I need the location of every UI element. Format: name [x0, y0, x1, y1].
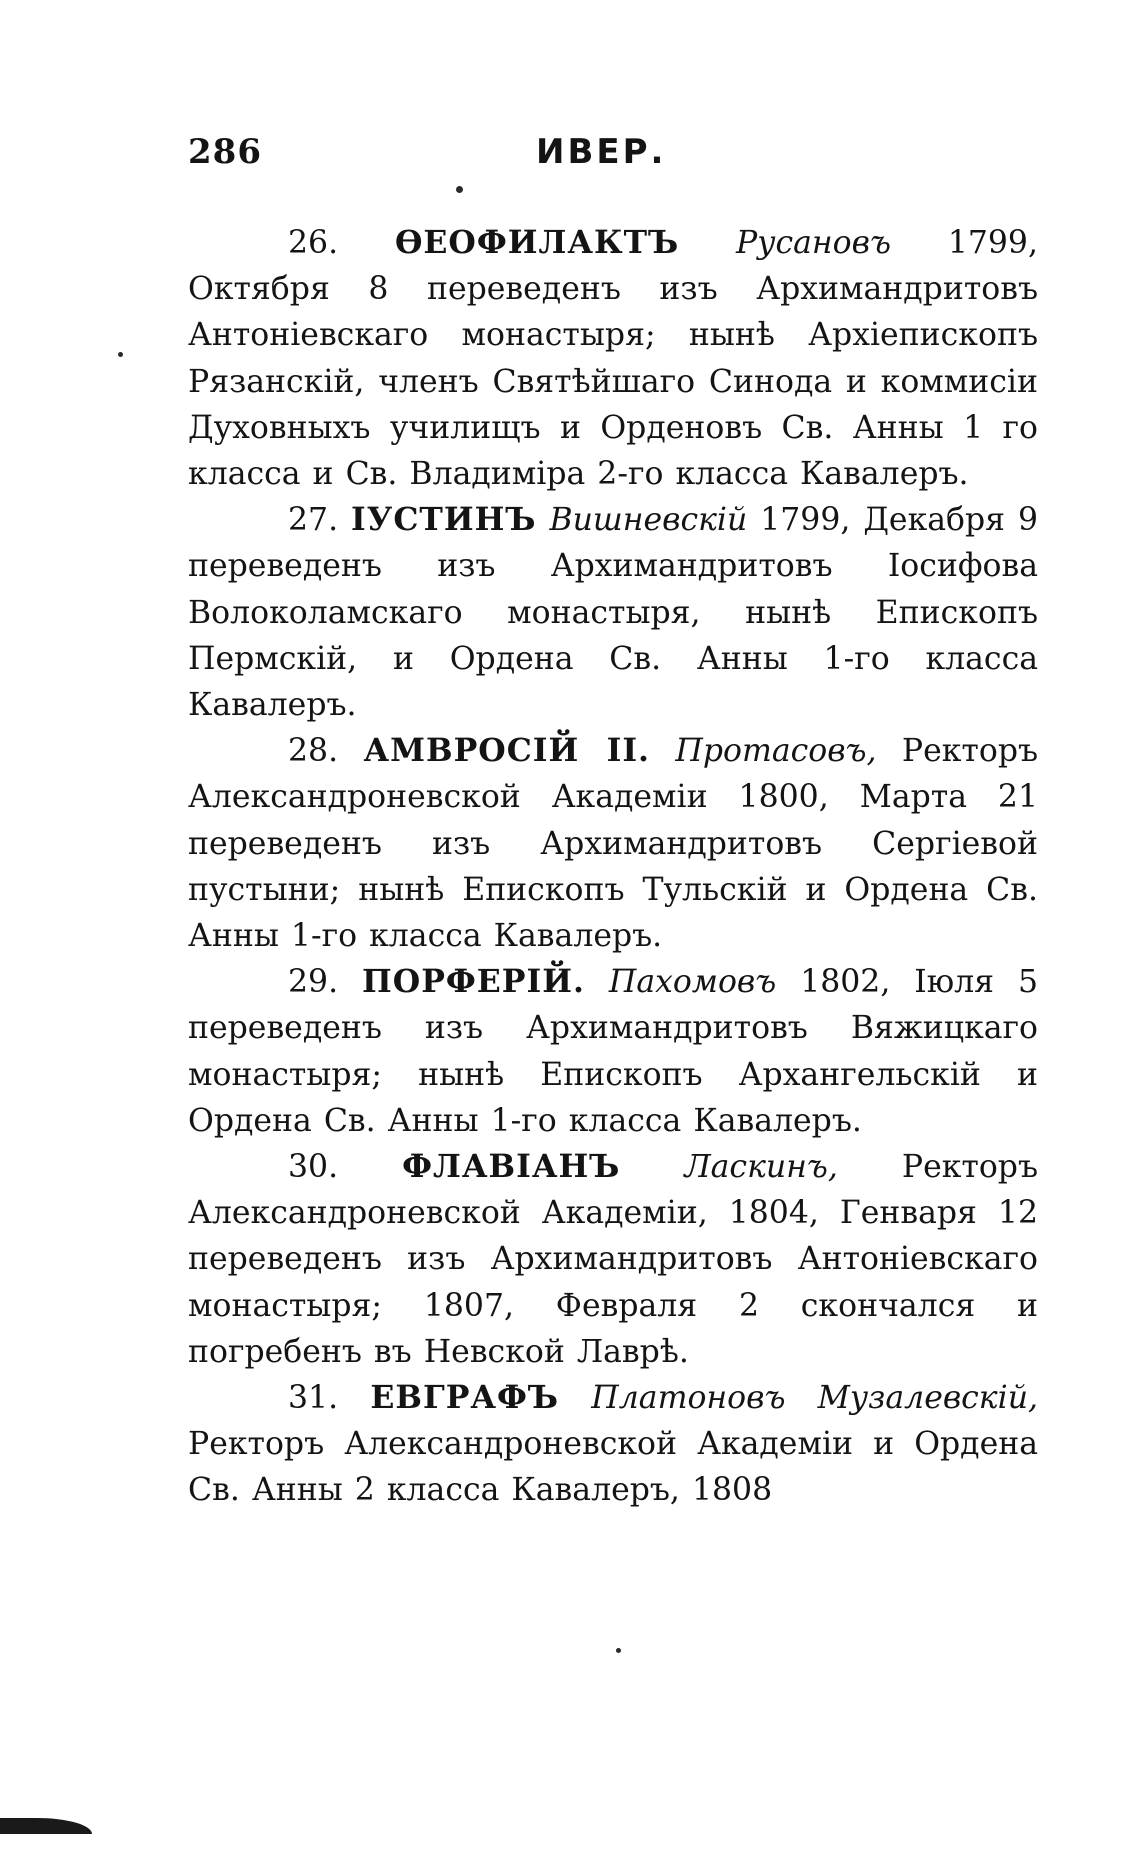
entry-text: Ректоръ Александроневской Академіи, 1804, Генваря 12 переведенъ изъ Архимандритовъ Антоніевскаго монастыря; 1807, Февраля 2 скончался и погребенъ въ Невской Лаврѣ. [188, 1149, 1039, 1370]
entry-text: 1802, Іюля 5 переведенъ изъ Архимандритовъ Вяжицкаго монастыря; нынѣ Епископъ Архангельскій и Ордена Св. Анны 1-го класса Кавалеръ. [188, 964, 1038, 1139]
scan-speck [456, 186, 463, 193]
body-text [188, 220, 1038, 1514]
entry-surname: Платоновъ Музалевскій, [591, 1380, 1038, 1417]
entry-text: Ректоръ Александроневской Академіи и Ордена Св. Анны 2 класса Кавалеръ, 1808 [188, 1426, 1038, 1509]
scan-speck [118, 352, 123, 357]
entry-number: 28. [288, 733, 339, 770]
entry-text: 1799, Октября 8 переведенъ изъ Архимандритовъ Антоніевскаго монастыря; нынѣ Архіепископъ Рязанскій, членъ Святѣйшаго Синода и коммисіи Духовныхъ училищъ и Орденовъ Св. Анны 1 го класса и Св. Владиміра 2-го класса Кавалеръ. [188, 225, 1038, 493]
entry-surname: Протасовъ, [675, 733, 877, 770]
entry-text: Ректоръ Александроневской Академіи 1800, Марта 21 переведенъ изъ Архимандритовъ Сергіевой пустыни; нынѣ Епископъ Тульскій и Ордена Св. Анны 1-го класса Кавалеръ. [188, 733, 1039, 955]
running-head: ИВЕР. [536, 132, 667, 172]
entry-name: ФЛАВІАНЪ [402, 1148, 621, 1186]
entry-31 [188, 1375, 1038, 1514]
entry-name: АМВРОСІЙ II. [363, 732, 651, 770]
entry-surname: Русановъ [736, 225, 891, 261]
entry-surname: Вишневскій [549, 502, 748, 539]
entry-surname: Пахомовъ [608, 964, 777, 1001]
entry-number: 27. [288, 502, 339, 539]
entry-name: ПОРФЕРІЙ. [362, 963, 585, 1001]
entry-number: 29. [288, 964, 339, 1001]
entry-30 [188, 1144, 1038, 1375]
entry-number: 26. [288, 225, 339, 261]
entry-number: 31. [288, 1380, 339, 1417]
ink-smudge [0, 1818, 92, 1834]
entry-29 [188, 959, 1038, 1144]
entry-text: 1799, Декабря 9 переведенъ изъ Архимандритовъ Іосифова Волоколамскаго монастыря, нынѣ Епископъ Пермскій, и Ордена Св. Анны 1-го класса Кавалеръ. [188, 502, 1039, 724]
entry-26 [188, 220, 1038, 497]
entry-number: 30. [288, 1149, 339, 1186]
entry-name: ІУСТИНЪ [351, 501, 537, 539]
entry-name: ЕВГРАФЪ [370, 1379, 560, 1417]
entry-27 [188, 497, 1038, 728]
scan-speck [616, 1648, 621, 1653]
entry-28 [188, 728, 1038, 959]
entry-surname: Ласкинъ, [684, 1149, 838, 1186]
page-number: 286 [188, 132, 262, 172]
entry-name: ѲЕОФИЛАКТЪ [394, 224, 680, 261]
page-header [188, 132, 1038, 182]
